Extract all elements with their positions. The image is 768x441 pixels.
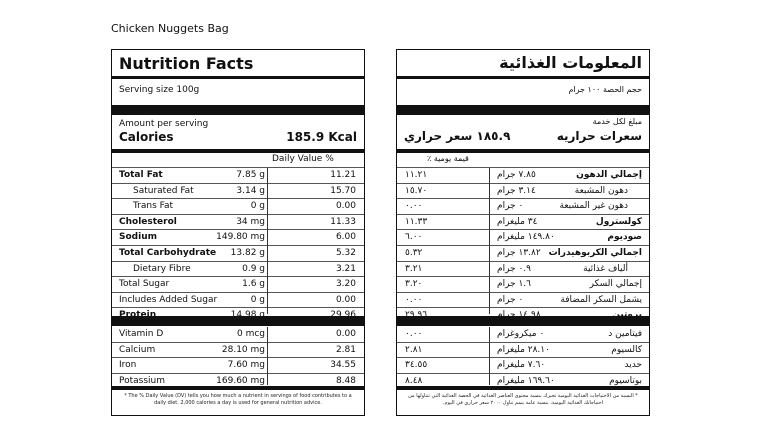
nutrient-amount: ٧.٦٠ مليغرام	[497, 360, 546, 371]
divider	[397, 76, 649, 79]
nutrient-row	[397, 342, 649, 358]
nutrient-label: Trans Fat	[133, 201, 174, 212]
vitamin-rows	[397, 327, 649, 388]
nutrient-row	[112, 214, 364, 230]
nutrient-amount: 169.60 mg	[216, 375, 265, 386]
column-divider	[489, 168, 490, 314]
daily-value-header: Daily Value %	[272, 154, 334, 164]
nutrient-amount: 28.10 mg	[221, 344, 265, 355]
nutrient-label: Total Sugar	[119, 279, 170, 290]
nutrient-daily-value: 0.00	[335, 294, 356, 305]
nutrient-amount: 7.60 mg	[227, 360, 265, 371]
nutrient-label: إجمالي السكر	[589, 279, 642, 290]
serving-size: Serving size 100g	[119, 85, 200, 95]
divider-thick	[112, 316, 364, 326]
amount-per-serving: مبلغ لكل خدمة	[592, 117, 642, 126]
column-divider	[267, 327, 268, 385]
nutrient-row	[112, 261, 364, 277]
nutrient-daily-value: ٢.٨١	[405, 344, 423, 355]
nutrient-row	[397, 229, 649, 245]
calories-value: 185.9 Kcal	[286, 130, 357, 144]
vitamin-rows	[112, 327, 364, 388]
nutrient-label: يشمل السكر المضافة	[560, 294, 642, 305]
nutrient-daily-value: 8.48	[335, 375, 356, 386]
panel-header: المعلومات الغذائية	[499, 53, 642, 72]
divider	[397, 149, 649, 153]
nutrient-row	[397, 198, 649, 214]
calories-label: Calories	[119, 130, 174, 144]
nutrition-facts-panel-ar	[396, 49, 650, 416]
nutrient-amount: ١٦٩.٦٠ مليغرام	[497, 375, 555, 386]
serving-size: حجم الحصة ١٠٠ جرام	[568, 85, 642, 94]
panel-header: Nutrition Facts	[119, 54, 254, 73]
nutrient-rows	[397, 168, 649, 323]
nutrient-amount: 34 mg	[236, 216, 265, 227]
nutrient-row	[112, 168, 364, 183]
nutrient-daily-value: 5.32	[335, 247, 356, 258]
nutrient-label: Potassium	[119, 375, 166, 386]
nutrient-row	[112, 276, 364, 292]
nutrient-label: Total Carbohydrate	[119, 247, 217, 258]
nutrient-amount: ٧.٨٥ جرام	[497, 170, 536, 180]
nutrient-daily-value: 34.55	[330, 360, 356, 371]
nutrient-row	[112, 292, 364, 308]
nutrient-row	[397, 357, 649, 373]
nutrient-amount: ٢٨.١٠ مليغرام	[497, 344, 550, 355]
divider-thick	[397, 105, 649, 115]
daily-value-header: قيمة يومية ٪	[427, 154, 469, 163]
nutrient-label: Includes Added Sugar	[119, 294, 218, 305]
nutrient-daily-value: 0.00	[335, 329, 356, 339]
nutrient-row	[112, 229, 364, 245]
nutrient-daily-value: ٣.٢٠	[405, 279, 423, 290]
nutrient-daily-value: 11.21	[330, 170, 356, 180]
nutrient-daily-value: 2.81	[335, 344, 356, 355]
nutrient-label: Saturated Fat	[133, 185, 194, 196]
nutrient-amount: 0 g	[250, 294, 265, 305]
calories-label: سعرات حراريه	[556, 129, 642, 143]
nutrient-label: Iron	[119, 360, 137, 371]
nutrient-amount: ٠ جرام	[497, 294, 524, 305]
nutrient-amount: 13.82 g	[230, 247, 265, 258]
nutrient-row	[112, 245, 364, 261]
nutrient-row	[397, 327, 649, 342]
nutrient-row	[397, 245, 649, 261]
nutrient-amount: 0.9 g	[242, 263, 265, 274]
nutrient-amount: ١٤٩.٨٠ مليغرام	[497, 232, 555, 243]
nutrient-daily-value: ٥.٣٢	[405, 247, 423, 258]
nutrient-daily-value: ٣.٢١	[405, 263, 423, 274]
nutrient-daily-value: ٦.٠٠	[405, 232, 423, 243]
column-divider	[489, 327, 490, 385]
nutrient-label: كالسيوم	[611, 344, 642, 355]
nutrient-label: Sodium	[119, 232, 157, 243]
nutrient-daily-value: 3.21	[335, 263, 356, 274]
nutrient-daily-value: ٠.٠٠	[405, 201, 423, 212]
nutrient-row	[397, 168, 649, 183]
nutrient-amount: ٠.٩ جرام	[497, 263, 531, 274]
divider-thick	[112, 105, 364, 115]
calories-value: ١٨٥.٩ سعر حراري	[404, 129, 511, 143]
nutrient-daily-value: 3.20	[335, 279, 356, 290]
nutrient-label: فيتامين د	[608, 329, 642, 339]
nutrient-row	[112, 327, 364, 342]
nutrient-daily-value: ٠.٠٠	[405, 294, 423, 305]
nutrient-daily-value: 6.00	[335, 232, 356, 243]
nutrient-amount: ٠ ميكروغرام	[497, 329, 545, 339]
nutrient-row	[112, 357, 364, 373]
nutrient-label: بوتاسيوم	[609, 375, 642, 386]
divider	[397, 386, 649, 390]
nutrient-label: Calcium	[119, 344, 156, 355]
nutrient-amount: 0 g	[250, 201, 265, 212]
nutrient-label: دهون المشبعة	[574, 185, 628, 196]
nutrient-row	[112, 198, 364, 214]
divider	[112, 149, 364, 153]
nutrient-daily-value: 15.70	[330, 185, 356, 196]
nutrient-daily-value: 0.00	[335, 201, 356, 212]
nutrient-row	[397, 276, 649, 292]
nutrient-label: Total Fat	[119, 170, 163, 180]
nutrient-row	[397, 292, 649, 308]
nutrient-amount: 0 mcg	[236, 329, 265, 339]
nutrient-row	[397, 214, 649, 230]
nutrient-row	[397, 261, 649, 277]
nutrient-amount: ١.٦ جرام	[497, 279, 531, 290]
nutrient-label: ألياف غذائية	[583, 263, 628, 274]
nutrient-amount: 1.6 g	[242, 279, 265, 290]
page-title: Chicken Nuggets Bag	[111, 22, 229, 35]
nutrient-label: إجمالي الدهون	[576, 170, 642, 180]
nutrient-row	[112, 342, 364, 358]
nutrient-daily-value: ٨.٤٨	[405, 375, 423, 386]
nutrient-amount: 7.85 g	[236, 170, 265, 180]
nutrient-daily-value: ١١.٢١	[405, 170, 428, 180]
footnote: * The % Daily Value (DV) tells you how much a nutrient in servings of food contributes to a daily diet. 2,000 calories a day is used for general nutrition advice.	[124, 393, 352, 406]
column-divider	[267, 168, 268, 314]
nutrient-label: Cholesterol	[119, 216, 177, 227]
nutrient-label: دهون غير المشبعة	[559, 201, 628, 212]
nutrient-amount: ١٣.٨٢ جرام	[497, 247, 541, 258]
nutrient-amount: 149.80 mg	[216, 232, 265, 243]
nutrient-amount: ٣٤ مليغرام	[497, 216, 538, 227]
nutrient-label: Dietary Fibre	[133, 263, 191, 274]
nutrient-daily-value: ١١.٣٣	[405, 216, 428, 227]
nutrient-row	[397, 183, 649, 199]
nutrient-label: اجمالي الكربوهيدرات	[548, 247, 642, 258]
divider-thick	[397, 316, 649, 326]
nutrient-daily-value: ٠.٠٠	[405, 329, 423, 339]
nutrient-label: صوديوم	[607, 232, 642, 243]
nutrient-amount: ٣.١٤ جرام	[497, 185, 536, 196]
nutrient-daily-value: ٣٤.٥٥	[405, 360, 428, 371]
nutrient-label: كولسترول	[595, 216, 642, 227]
amount-per-serving: Amount per serving	[119, 119, 209, 129]
nutrition-facts-panel-en	[111, 49, 365, 416]
nutrient-amount: 3.14 g	[236, 185, 265, 196]
nutrient-label: حديد	[624, 360, 642, 371]
nutrient-row	[112, 183, 364, 199]
footnote: * النسبة من الاحتياجات الغذائية اليومية تخبرك بنسبة محتوى العناصر الغذائية في الحصة الغذائية التي تتناولها من احتياجاتك الغذائية اليومية، بنسبة عامة يتمم تناول ٢٠٠٠ سعر حراري في اليوم.	[408, 393, 638, 406]
nutrient-rows	[112, 168, 364, 323]
nutrient-daily-value: ١٥.٧٠	[405, 185, 428, 196]
nutrient-amount: ٠ جرام	[497, 201, 524, 212]
nutrient-daily-value: 11.33	[330, 216, 356, 227]
divider	[112, 386, 364, 390]
divider	[112, 76, 364, 79]
nutrient-label: Vitamin D	[119, 329, 164, 339]
